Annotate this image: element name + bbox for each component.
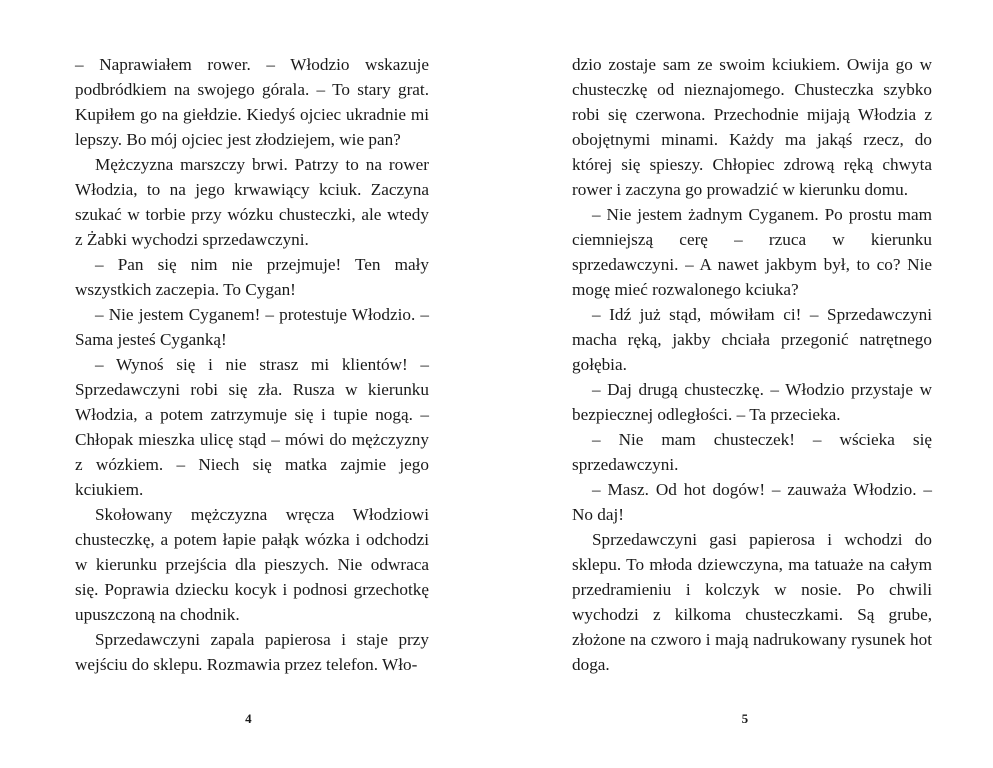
right-page — [497, 0, 993, 768]
page-number-left: 4 — [245, 711, 252, 726]
paragraph: dzio zostaje sam ze swoim kciukiem. Owija go w chusteczkę od nieznajomego. Chusteczka szybko robi się czerwona. Przechodnie mijają Włodzia z obojętnymi minami. Każdy ma jakąś rzecz, do której się spieszy. Chłopiec zdrową ręką chwyta rower i zaczyna go prowadzić w kierunku domu. — [572, 55, 932, 199]
paragraph: – Naprawiałem rower. – Włodzio wskazuje podbródkiem na swojego górala. – To stary grat. Kupiłem go na giełdzie. Kiedyś ojciec ukradnie mi lepszy. Bo mój ojciec jest złodziejem, wie pan? — [75, 55, 429, 149]
right-page-textblock — [572, 52, 932, 677]
paragraph: – Wynoś się i nie strasz mi klientów! – Sprzedawczyni robi się zła. Rusza w kierunku Włodzia, a potem zatrzymuje się i tupie nogą. – Chłopak mieszka ulicę stąd – mówi do mężczyzny z wózkiem. – Niech się matka zajmie jego kciukiem. — [75, 355, 429, 499]
paragraph: – Nie jestem Cyganem! – protestuje Włodzio. – Sama jesteś Cyganką! — [75, 305, 429, 349]
paragraph: – Nie mam chusteczek! – wścieka się sprzedawczyni. — [572, 430, 932, 474]
paragraph: – Pan się nim nie przejmuje! Ten mały wszystkich zaczepia. To Cygan! — [75, 255, 429, 299]
paragraph: – Masz. Od hot dogów! – zauważa Włodzio. – No daj! — [572, 480, 932, 524]
paragraph: Sprzedawczyni zapala papierosa i staje przy wejściu do sklepu. Rozmawia przez telefon. Wło- — [75, 630, 429, 674]
left-page-textblock — [75, 52, 429, 677]
paragraph: Sprzedawczyni gasi papierosa i wchodzi do sklepu. To młoda dziewczyna, ma tatuaże na całym przedramieniu i kolczyk w nosie. Po chwili wychodzi z kilkoma chusteczkami. Są grube, złożone na czworo i mają nadrukowany rysunek hot doga. — [572, 530, 932, 674]
paragraph: Skołowany mężczyzna wręcza Włodziowi chusteczkę, a potem łapie pałąk wózka i odchodzi w kierunku przejścia dla pieszych. Nie odwraca się. Poprawia dziecku kocyk i podnosi grzechotkę upuszczoną na chodnik. — [75, 505, 429, 624]
paragraph: – Daj drugą chusteczkę. – Włodzio przystaje w bezpiecznej odległości. – Ta przecieka. — [572, 380, 932, 424]
paragraph: – Idź już stąd, mówiłam ci! – Sprzedawczyni macha ręką, jakby chciała przegonić natrętnego gołębia. — [572, 305, 932, 374]
paragraph: – Nie jestem żadnym Cyganem. Po prostu mam ciemniejszą cerę – rzuca w kierunku sprzedawczyni. – A nawet jakbym był, to co? Nie mogę mieć rozwalonego kciuka? — [572, 205, 932, 299]
paragraph: Mężczyzna marszczy brwi. Patrzy to na rower Włodzia, to na jego krwawiący kciuk. Zaczyna szukać w torbie przy wózku chusteczki, ale wtedy z Żabki wychodzi sprzedawczyni. — [75, 155, 429, 249]
page-number-right: 5 — [741, 711, 749, 726]
